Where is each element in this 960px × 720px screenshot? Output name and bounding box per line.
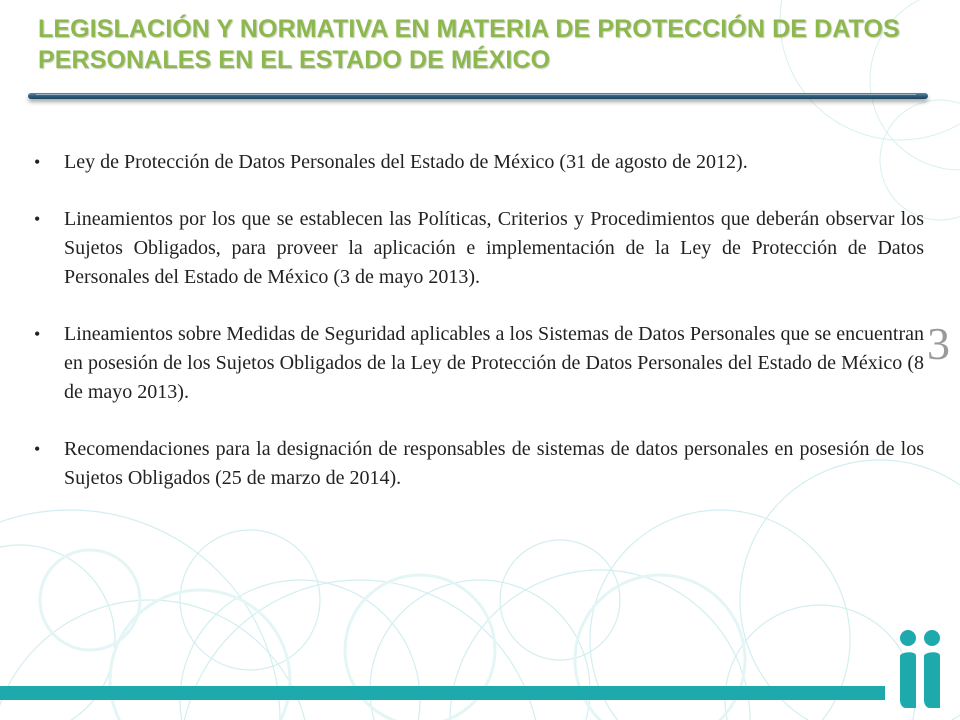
page-number: 3 bbox=[927, 318, 950, 369]
bullet-item-2 bbox=[34, 205, 924, 292]
bullet-marker: • bbox=[34, 324, 41, 344]
bullet-item-3 bbox=[34, 320, 924, 407]
bullet-item-4 bbox=[34, 435, 924, 493]
bullet-text: Ley de Protección de Datos Personales del Estado de México (31 de agosto de 2012). bbox=[64, 151, 748, 173]
bottom-band bbox=[0, 686, 885, 700]
bullet-marker: • bbox=[34, 439, 41, 459]
bullet-text: Lineamientos por los que se establecen las Políticas, Criterios y Procedimientos que deberán observar los Sujetos Obligados, para proveer la aplicación e implementación de la Ley de Protección de Datos Personales del Estado de México (3 de mayo 2013). bbox=[64, 208, 924, 288]
bullet-marker: • bbox=[34, 209, 41, 229]
slide-title: LEGISLACIÓN Y NORMATIVA EN MATERIA DE PROTECCIÓN DE DATOS PERSONALES EN EL ESTADO DE MÉXICO bbox=[38, 15, 900, 74]
infoem-logo-icon bbox=[896, 628, 946, 712]
bullet-text: Lineamientos sobre Medidas de Seguridad aplicables a los Sistemas de Datos Personales que se encuentran en posesión de los Sujetos Obligados de la Ley de Protección de Datos Personales del Estado de México (8 de mayo 2013). bbox=[64, 323, 924, 403]
title-underline-highlight bbox=[36, 94, 916, 95]
bullet-item-1 bbox=[34, 148, 924, 177]
slide-content bbox=[34, 148, 924, 521]
bullet-marker: • bbox=[34, 152, 41, 172]
bullet-list bbox=[34, 148, 924, 493]
bullet-text: Recomendaciones para la designación de responsables de sistemas de datos personales en posesión de los Sujetos Obligados (25 de marzo de 2014). bbox=[64, 438, 924, 489]
